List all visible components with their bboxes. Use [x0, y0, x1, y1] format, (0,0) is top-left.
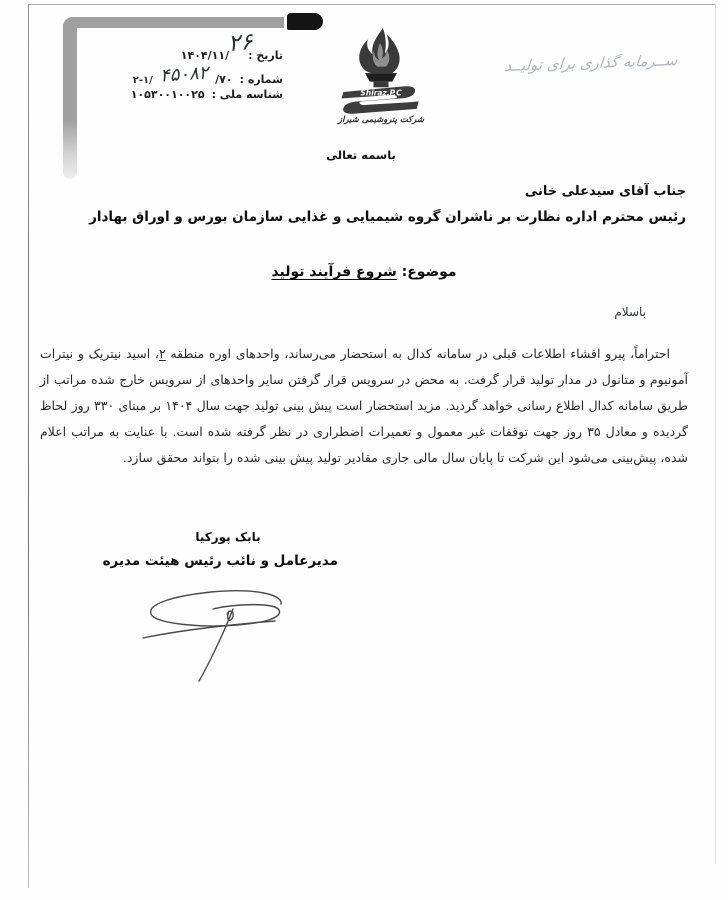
national-id-value: ۱۰۵۳۰۰۱۰۰۲۵ [130, 88, 205, 101]
logo-banner-text: Shiraz.P.C [360, 88, 402, 98]
date-handwritten-day: ۲۶ [226, 28, 255, 58]
slogan-calligraphy: ســرمایه گذاری برای تولیــد [503, 50, 679, 76]
company-logo-torch-icon [334, 26, 428, 126]
number-suffix: ۲-۱/ [132, 75, 153, 86]
national-id-field [131, 88, 283, 101]
logo-company-name: شرکت پتروشیمی شیراز [338, 114, 424, 125]
subject-line [0, 264, 728, 280]
national-id-label: شناسه ملی : [211, 88, 283, 101]
number-field [132, 62, 283, 88]
letterhead-frame-corner [287, 13, 323, 30]
bismillah: باسمه تعالی [326, 148, 396, 162]
page-edge-top [28, 4, 716, 5]
page-edge-right [715, 4, 716, 864]
subject-label: موضوع: [396, 264, 457, 280]
body-part1: احتراماً، پیرو افشاء اطلاعات قبلی در سامانه کدال به استحضار می‌رساند، واحدهای اوره منطقه [165, 346, 670, 361]
recipient-name: جناب آقای سیدعلی خانی [524, 184, 686, 199]
number-label: شماره : [239, 73, 283, 86]
date-value: ۱۴۰۴/۱۱/ [180, 49, 230, 62]
page-edge-left [28, 4, 29, 888]
number-handwritten: ۴۵۰۸۲ [159, 62, 209, 87]
body-part2: ، اسید نیتریک و نیترات آمونیوم و متانول در مدار تولید قرار گرفت. به محض در سرویس قرار گرفتن سایر واحدهای از سرویس خارج شده مراتب از طریق سامانه کدال اطلاع رسانی خواهد گردید. مزید استحضار است پیش بینی تولید جهت سال ۱۴۰۴ بر مبنای ۳۳۰ روز لحاظ گردیده و معادل ۳۵ روز جهت توقفات غیر معمول و تعمیرات اضطراری در نظر گرفته شده است. با عنایت به مراتب اعلام شده، پیش‌بینی می‌شود این شرکت تا پایان سال مالی جاری مقادیر تولید پیش بینی شده را بتواند محقق سازد. [40, 346, 688, 465]
recipient-title: رئیس محترم اداره نظارت بر ناشران گروه شیمیایی و غذایی سازمان بورس و اوراق بهادار [89, 209, 686, 225]
signer-name: بابک پورکیا [195, 530, 261, 544]
signer-title: مدیرعامل و نائب رئیس هیئت مدیره [102, 553, 338, 569]
subject-text: شروع فرآیند تولید [271, 264, 397, 280]
handwritten-signature [133, 578, 313, 683]
letter-body [40, 341, 688, 471]
date-label: تاریخ : [248, 49, 283, 62]
body-underlined-number: ۲ [158, 346, 166, 361]
salutation: باسلام [614, 305, 646, 319]
signature-block [102, 530, 338, 569]
number-prefix: /۷۰ [215, 73, 233, 86]
letterhead-frame-top [63, 17, 284, 28]
